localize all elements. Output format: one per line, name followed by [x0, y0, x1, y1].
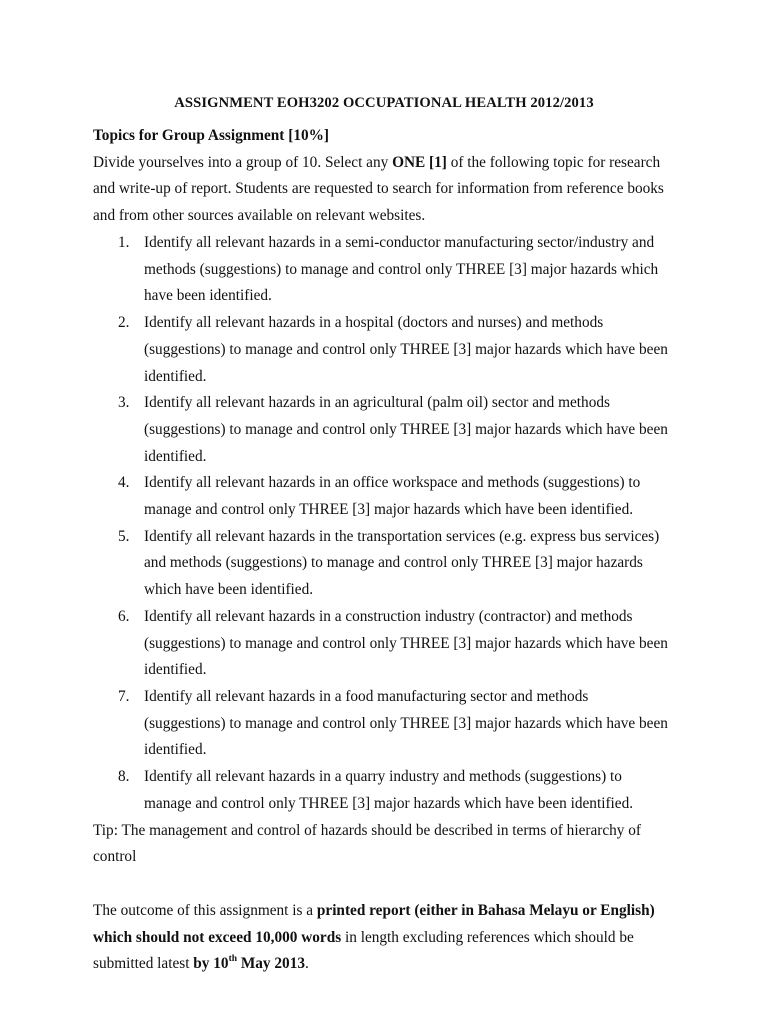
topic-line: (suggestions) to manage and control only THREE [3] major hazards which have been	[144, 420, 668, 438]
tip-line-2: control	[93, 848, 137, 865]
topic-line: (suggestions) to manage and control only THREE [3] major hazards which have been	[144, 634, 668, 652]
topic-line: identified.	[144, 447, 207, 465]
topic-line: manage and control only THREE [3] major hazards which have been identified.	[144, 794, 634, 812]
topic-line: identified.	[144, 661, 207, 679]
topic-line: Identify all relevant hazards in a semi-conductor manufacturing sector/industry and	[144, 234, 655, 251]
topic-line: identified.	[144, 367, 207, 385]
outcome-line-1-b: printed report (either in Bahasa Melayu or English)	[316, 902, 655, 919]
document-title: ASSIGNMENT EOH3202 OCCUPATIONAL HEALTH 2012/2013	[174, 95, 594, 111]
intro-line-1	[93, 154, 660, 172]
topics-heading-text: Topics for Group Assignment [10%]	[93, 127, 330, 144]
topic-line: and methods (suggestions) to manage and control only THREE [3] major hazards	[144, 554, 643, 572]
topic-line: manage and control only THREE [3] major hazards which have been identified.	[144, 501, 634, 518]
topic-number: 7.	[118, 687, 130, 705]
topic-line: have been identified.	[144, 287, 272, 305]
topic-line: identified.	[144, 741, 207, 759]
outcome-line-3-c: May 2013	[237, 955, 305, 972]
intro-line-2: and write-up of report. Students are requested to search for information from reference books	[93, 180, 664, 197]
outcome-line-3-sup: th	[228, 953, 238, 964]
topic-number: 3.	[118, 394, 130, 412]
outcome-line-2-b: in length excluding references which should be	[341, 929, 634, 946]
outcome-line-1-a: The outcome of this assignment is a	[93, 902, 317, 919]
outcome-line-2-a: which should not exceed 10,000 words	[93, 929, 342, 946]
topic-line: Identify all relevant hazards in an agricultural (palm oil) sector and methods	[144, 394, 610, 412]
outcome-line-3-a: submitted latest	[93, 955, 194, 972]
topic-line: Identify all relevant hazards in a hospital (doctors and nurses) and methods	[144, 314, 604, 332]
topic-number: 1.	[118, 234, 130, 251]
topic-line: (suggestions) to manage and control only THREE [3] major hazards which have been	[144, 340, 668, 358]
outcome-line-3	[93, 955, 309, 973]
topic-line: Identify all relevant hazards in a construction industry (contractor) and methods	[144, 607, 633, 625]
topic-number: 6.	[118, 607, 130, 625]
topic-line: Identify all relevant hazards in a food manufacturing sector and methods	[144, 687, 589, 705]
topic-number: 2.	[118, 314, 130, 332]
topic-line: which have been identified.	[144, 581, 314, 599]
topic-number: 8.	[118, 768, 130, 785]
topic-line: methods (suggestions) to manage and control only THREE [3] major hazards which	[144, 260, 659, 278]
outcome-line-3-d: .	[305, 955, 309, 972]
topic-line: (suggestions) to manage and control only THREE [3] major hazards which have been	[144, 714, 668, 732]
intro-line-3: and from other sources available on relevant websites.	[93, 207, 426, 224]
topics-heading	[93, 127, 329, 145]
intro-line-1-c: of the following topic for research	[446, 154, 661, 171]
tip-line-1: Tip: The management and control of hazards should be described in terms of hierarchy of	[93, 822, 641, 839]
outcome-line-1	[93, 902, 655, 920]
topic-line: Identify all relevant hazards in the transportation services (e.g. express bus services)	[144, 527, 660, 545]
topic-line: Identify all relevant hazards in an office workspace and methods (suggestions) to	[144, 474, 641, 492]
topic-number: 5.	[118, 527, 130, 545]
topic-line: Identify all relevant hazards in a quarry industry and methods (suggestions) to	[144, 768, 622, 785]
intro-line-1-a: Divide yourselves into a group of 10. Select any	[93, 154, 393, 171]
intro-line-1-b: ONE [1]	[392, 154, 447, 171]
outcome-line-2	[93, 929, 634, 947]
topic-number: 4.	[118, 474, 130, 492]
outcome-line-3-b: by 10	[193, 955, 229, 972]
